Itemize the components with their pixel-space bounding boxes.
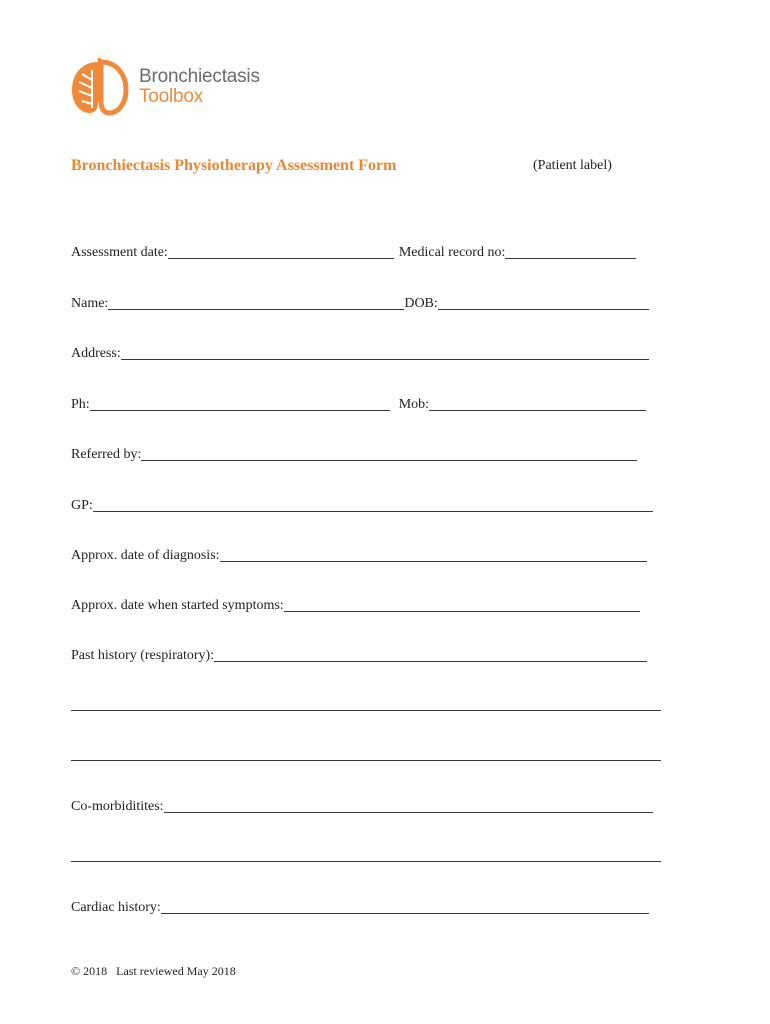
lungs-leaf-logo-icon xyxy=(68,58,130,116)
row-phone xyxy=(71,395,646,413)
row-gp xyxy=(71,496,653,514)
form-title: Bronchiectasis Physiotherapy Assessment Form xyxy=(71,157,397,174)
dob-field[interactable] xyxy=(438,295,649,310)
row-address xyxy=(71,344,649,362)
past-history-field[interactable] xyxy=(214,647,647,662)
logo-line-2: Toolbox xyxy=(139,86,204,107)
copyright-text: © 2018 xyxy=(71,964,108,978)
medical-record-field[interactable] xyxy=(505,244,636,259)
last-reviewed-text: Last reviewed May 2018 xyxy=(116,964,236,978)
row-cardiac-history xyxy=(71,898,649,916)
name-label: Name: xyxy=(71,296,109,311)
row-symptoms-date xyxy=(71,596,640,614)
logo-wordmark xyxy=(139,67,260,107)
ph-label: Ph: xyxy=(71,397,90,412)
diagnosis-date-field[interactable] xyxy=(220,547,647,562)
referred-by-label: Referred by: xyxy=(71,447,142,462)
comorbidities-field[interactable] xyxy=(164,798,653,813)
medical-record-label: Medical record no: xyxy=(398,245,506,260)
footer xyxy=(71,964,236,979)
address-label: Address: xyxy=(71,346,121,361)
row-assessment-date xyxy=(71,243,636,261)
row-name xyxy=(71,294,649,312)
symptoms-date-field[interactable] xyxy=(284,597,640,612)
assessment-date-field[interactable] xyxy=(168,244,394,259)
gp-field[interactable] xyxy=(93,497,653,512)
bronchiectasis-toolbox-logo xyxy=(68,58,260,116)
row-comorbidities xyxy=(71,797,653,815)
cardiac-history-label: Cardiac history: xyxy=(71,900,161,915)
address-field[interactable] xyxy=(121,345,649,360)
mob-field[interactable] xyxy=(429,396,646,411)
gp-label: GP: xyxy=(71,498,93,513)
dob-label: DOB: xyxy=(404,296,438,311)
row-past-history xyxy=(71,646,647,664)
row-referred-by xyxy=(71,445,637,463)
comorbidities-label: Co-morbiditites: xyxy=(71,799,164,814)
symptoms-date-label: Approx. date when started symptoms: xyxy=(71,598,284,613)
ph-field[interactable] xyxy=(90,396,390,411)
mob-label: Mob: xyxy=(398,397,430,412)
patient-label-placeholder: (Patient label) xyxy=(533,158,612,173)
referred-by-field[interactable] xyxy=(141,446,637,461)
name-field[interactable] xyxy=(108,295,404,310)
comorbidities-line-2[interactable] xyxy=(71,861,661,862)
cardiac-history-field[interactable] xyxy=(161,899,649,914)
assessment-date-label: Assessment date: xyxy=(71,245,168,260)
past-history-label: Past history (respiratory): xyxy=(71,648,215,663)
row-diagnosis-date xyxy=(71,546,647,564)
past-history-line-2[interactable] xyxy=(71,710,661,711)
diagnosis-date-label: Approx. date of diagnosis: xyxy=(71,548,220,563)
logo-line-1: Bronchiectasis xyxy=(139,66,260,87)
past-history-line-3[interactable] xyxy=(71,760,661,761)
